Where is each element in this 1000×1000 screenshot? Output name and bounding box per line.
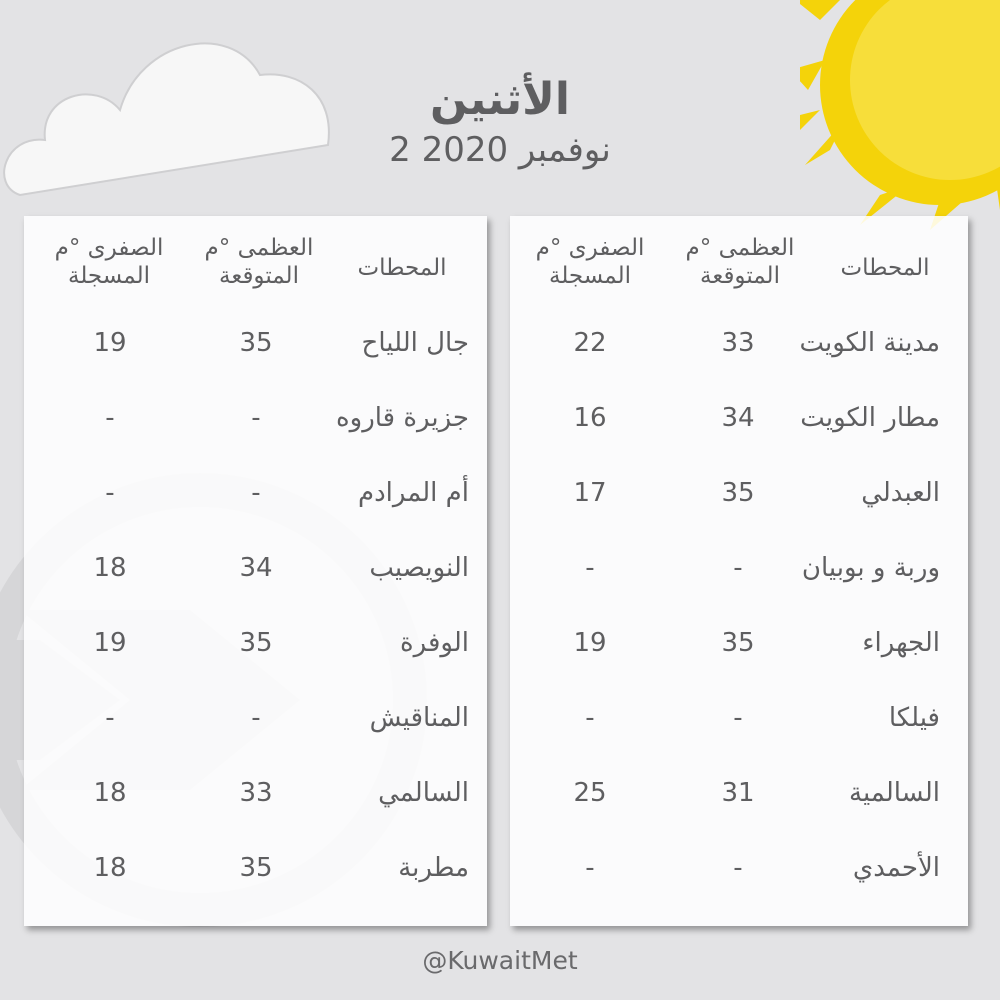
min-temp-value: 19: [93, 328, 127, 358]
max-temp-value: 35: [239, 628, 273, 658]
max-temp-value: 33: [721, 328, 755, 358]
max-temp-value: -: [733, 553, 743, 583]
column-header-max: العظمى °م المتوقعة: [204, 235, 314, 289]
station-name: الجهراء: [862, 628, 940, 658]
station-name: وربة و بوبيان: [801, 553, 940, 583]
station-name: الأحمدي: [852, 853, 940, 883]
min-temp-value: -: [105, 403, 115, 433]
stations-table-right: [510, 216, 968, 926]
min-temp-value: 22: [573, 328, 607, 358]
min-temp-value: 25: [573, 778, 607, 808]
min-temp-value: -: [585, 553, 595, 583]
column-header-max: العظمى °م المتوقعة: [685, 235, 795, 289]
station-name: مطار الكويت: [800, 403, 940, 433]
footer-handle: @KuwaitMet: [422, 946, 578, 975]
max-temp-value: 35: [239, 853, 273, 883]
min-temp-value: 18: [93, 778, 127, 808]
station-name: جال اللياح: [361, 328, 469, 358]
station-name: مطربة: [398, 853, 469, 883]
date-title: 2 نوفمبر 2020: [389, 130, 611, 170]
max-temp-value: 34: [721, 403, 755, 433]
max-temp-value: -: [251, 703, 261, 733]
sun-icon: [800, 0, 1000, 230]
min-temp-value: -: [105, 478, 115, 508]
station-name: جزيرة قاروه: [336, 403, 469, 433]
station-name: فيلكا: [888, 703, 940, 733]
station-name: السالمي: [378, 778, 469, 808]
min-temp-value: -: [585, 703, 595, 733]
min-temp-value: -: [105, 703, 115, 733]
max-temp-value: 33: [239, 778, 273, 808]
station-name: المناقيش: [369, 703, 469, 733]
min-temp-value: 16: [573, 403, 607, 433]
max-temp-value: -: [251, 478, 261, 508]
column-header-stations: المحطات: [840, 255, 930, 281]
cloud-icon: [0, 0, 340, 215]
station-name: مدينة الكويت: [799, 328, 940, 358]
max-temp-value: -: [733, 703, 743, 733]
min-temp-value: 18: [93, 553, 127, 583]
stations-table-left: [24, 216, 487, 926]
min-temp-value: 19: [93, 628, 127, 658]
station-name: الوفرة: [400, 628, 469, 658]
station-name: السالمية: [849, 778, 940, 808]
max-temp-value: -: [251, 403, 261, 433]
station-name: النويصيب: [369, 553, 469, 583]
day-title: الأثنين: [430, 74, 570, 125]
station-name: أم المرادم: [357, 478, 469, 508]
station-name: العبدلي: [861, 478, 940, 508]
max-temp-value: 35: [239, 328, 273, 358]
max-temp-value: 35: [721, 478, 755, 508]
max-temp-value: 35: [721, 628, 755, 658]
min-temp-value: 19: [573, 628, 607, 658]
max-temp-value: 31: [721, 778, 755, 808]
max-temp-value: -: [733, 853, 743, 883]
column-header-min: الصفرى °م المسجلة: [54, 235, 164, 289]
column-header-min: الصفرى °م المسجلة: [535, 235, 645, 289]
min-temp-value: 18: [93, 853, 127, 883]
max-temp-value: 34: [239, 553, 273, 583]
min-temp-value: 17: [573, 478, 607, 508]
column-header-stations: المحطات: [357, 255, 447, 281]
min-temp-value: -: [585, 853, 595, 883]
